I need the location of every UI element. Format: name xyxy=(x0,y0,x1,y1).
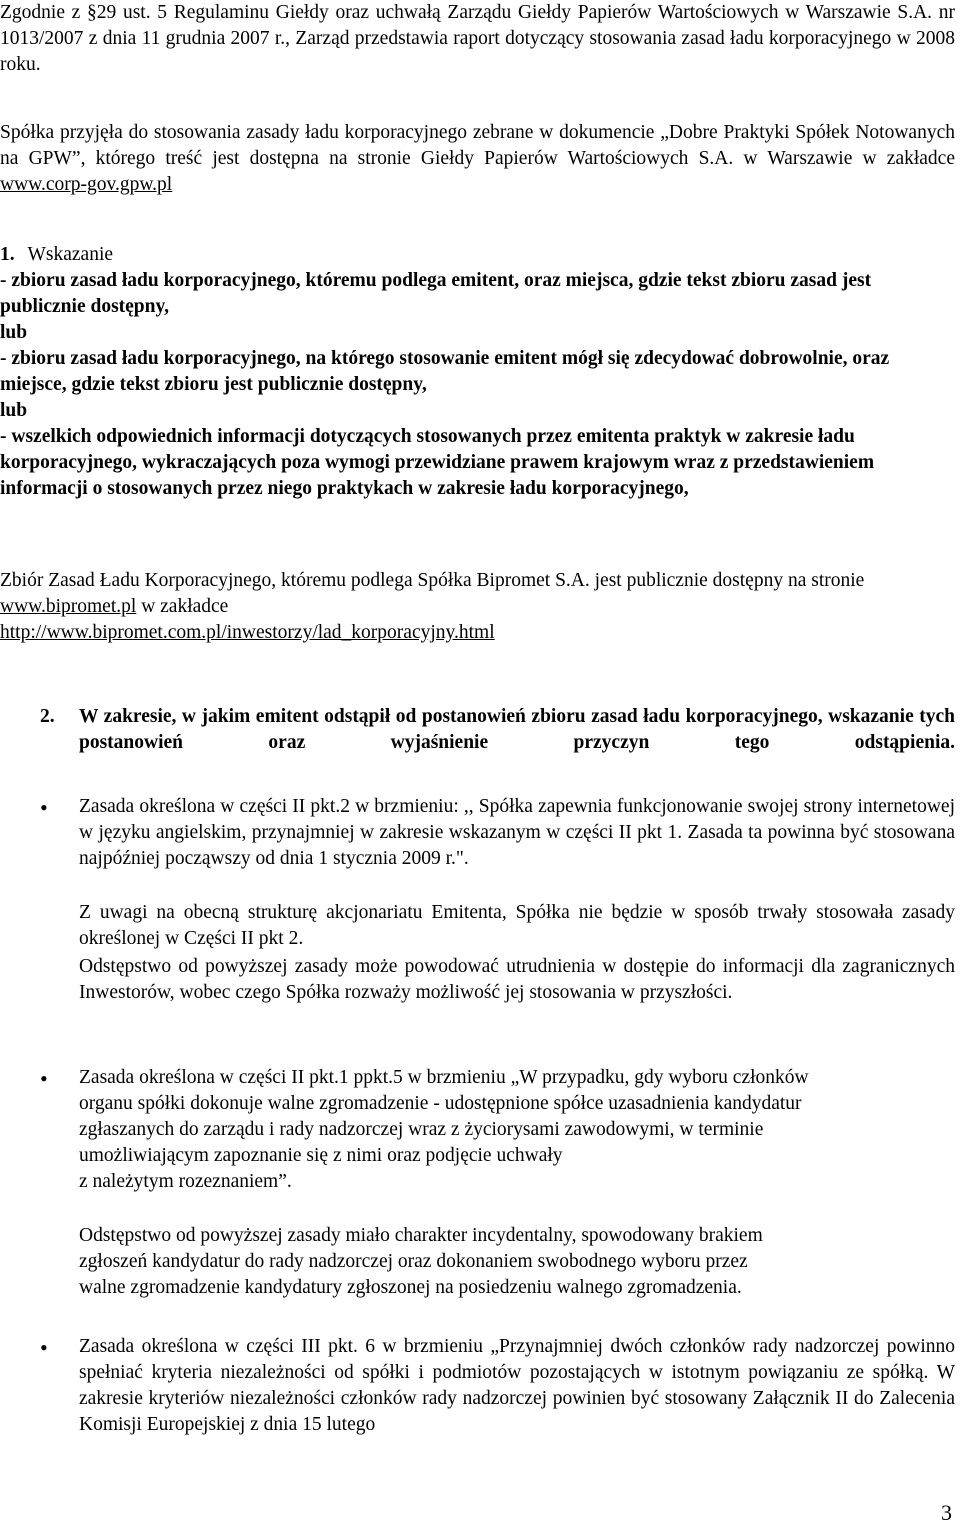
section-2-heading: W zakresie, w jakim emitent odstąpił od postanowień zbioru zasad ładu korporacyjnego, wskazanie tych postanowień oraz wyjaśnienie przyczyn tego odstąpienia. xyxy=(79,706,955,753)
lad-korporacyjny-link[interactable]: http://www.bipromet.com.pl/inwestorzy/lad_korporacyjny.html xyxy=(0,622,495,643)
section-1-heading xyxy=(0,242,955,268)
page-number: 3 xyxy=(941,1500,952,1525)
section-1-item: - wszelkich odpowiednich informacji dotyczących stosowanych przez emitenta praktyk w zakresie ładu korporacyjnego, wykraczających poza wymogi przewidziane prawem krajowym wraz z przedstawieniem informacji o stosowanych przez niego praktykach w zakresie ładu korporacyjnego, xyxy=(0,426,875,499)
section-2-number: 2. xyxy=(40,706,55,727)
bullet-1-explanation-2: Odstępstwo od powyższej zasady może powodować utrudnienia w dostępie do informacji dla zagranicznych Inwestorów, wobec czego Spółka rozważy możliwość jej stosowania w przyszłości. xyxy=(79,956,955,1003)
bullet-1-text: Zasada określona w części II pkt.2 w brzmieniu: ,, Spółka zapewnia funkcjonowanie swojej strony internetowej w języku angielskim, przynajmniej w zakresie wskazanym w części II pkt 1. Zasada ta powinna być stosowana najpóźniej począwszy od dnia 1 stycznia 2009 r.". xyxy=(79,796,955,869)
bullet-3-text: Zasada określona w części III pkt. 6 w brzmieniu „Przynajmniej dwóch członków rady nadzorczej powinno spełniać kryteria niezależności od spółki i podmiotów pozostających w istotnym powiązaniu ze spółką. W zakresie kryteriów niezależności członków rady nadzorczej powinien być stosowany Załącznik II do Zalecenia Komisji Europejskiej z dnia 15 lutego xyxy=(79,1336,955,1435)
bullet-1-explanation-1: Z uwagi na obecną strukturę akcjonariatu Emitenta, Spółka nie będzie w sposób trwały stosowała zasady określonej w Części II pkt 2. xyxy=(79,902,955,949)
section-1-or: lub xyxy=(0,400,28,421)
section-1-item: - zbioru zasad ładu korporacyjnego, któremu podlega emitent, oraz miejsca, gdzie tekst zbioru zasad jest publicznie dostępny, xyxy=(0,270,872,317)
bipromet-link[interactable]: www.bipromet.pl xyxy=(0,596,137,617)
intro-paragraph-2: Spółka przyjęła do stosowania zasady ładu korporacyjnego zebrane w dokumencie „Dobre Praktyki Spółek Notowanych na GPW”, którego treść jest dostępna na stronie Giełdy Papierów Wartościowych S.A. w Warszawie w zakładce www.corp-gov.gpw.pl xyxy=(0,122,955,195)
section-1-info: Zbiór Zasad Ładu Korporacyjnego, któremu podlega Spółka Bipromet S.A. jest publicznie dostępny na stronie www.bipromet.pl w zakładce http://www.bipromet.com.pl/inwestorzy/lad_korporacyjny.html xyxy=(0,570,865,643)
intro-paragraph-1: Zgodnie z §29 ust. 5 Regulaminu Giełdy oraz uchwałą Zarządu Giełdy Papierów Wartościowych w Warszawie S.A. nr 1013/2007 z dnia 11 grudnia 2007 r., Zarząd przedstawia raport dotyczący stosowania zasad ładu korporacyjnego w 2008 roku. xyxy=(0,2,955,75)
corp-gov-link[interactable]: www.corp-gov.gpw.pl xyxy=(0,174,173,195)
bullet-2-text: Zasada określona w części II pkt.1 ppkt.5 w brzmieniu „W przypadku, gdy wyboru członków organu spółki dokonuje walne zgromadzenie - udostępnione spółce uzasadnienia kandydatur zgłaszanych do zarządu i rady nadzorczej wraz z życiorysami zawodowymi, w terminie umożliwiającym zapoznanie się z nimi oraz podjęcie uchwały z należytym rozeznaniem”. xyxy=(79,1067,809,1192)
bullet-icon: • xyxy=(40,795,48,820)
section-1-number: 1. xyxy=(0,244,15,265)
bullet-icon: • xyxy=(40,1335,48,1360)
section-1 xyxy=(0,242,955,502)
bullet-2-explanation: Odstępstwo od powyższej zasady miało charakter incydentalny, spowodowany brakiem zgłoszeń kandydatur do rady nadzorczej oraz dokonaniem swobodnego wyboru przez walne zgromadzenie kandydatury zgłoszonej na posiedzeniu walnego zgromadzenia. xyxy=(79,1225,763,1298)
section-1-title: Wskazanie xyxy=(27,244,114,265)
bullet-icon: • xyxy=(40,1066,48,1091)
section-1-or: lub xyxy=(0,322,28,343)
section-1-item: - zbioru zasad ładu korporacyjnego, na którego stosowanie emitent mógł się zdecydować dobrowolnie, oraz miejsce, gdzie tekst zbioru jest publicznie dostępny, xyxy=(0,348,890,395)
